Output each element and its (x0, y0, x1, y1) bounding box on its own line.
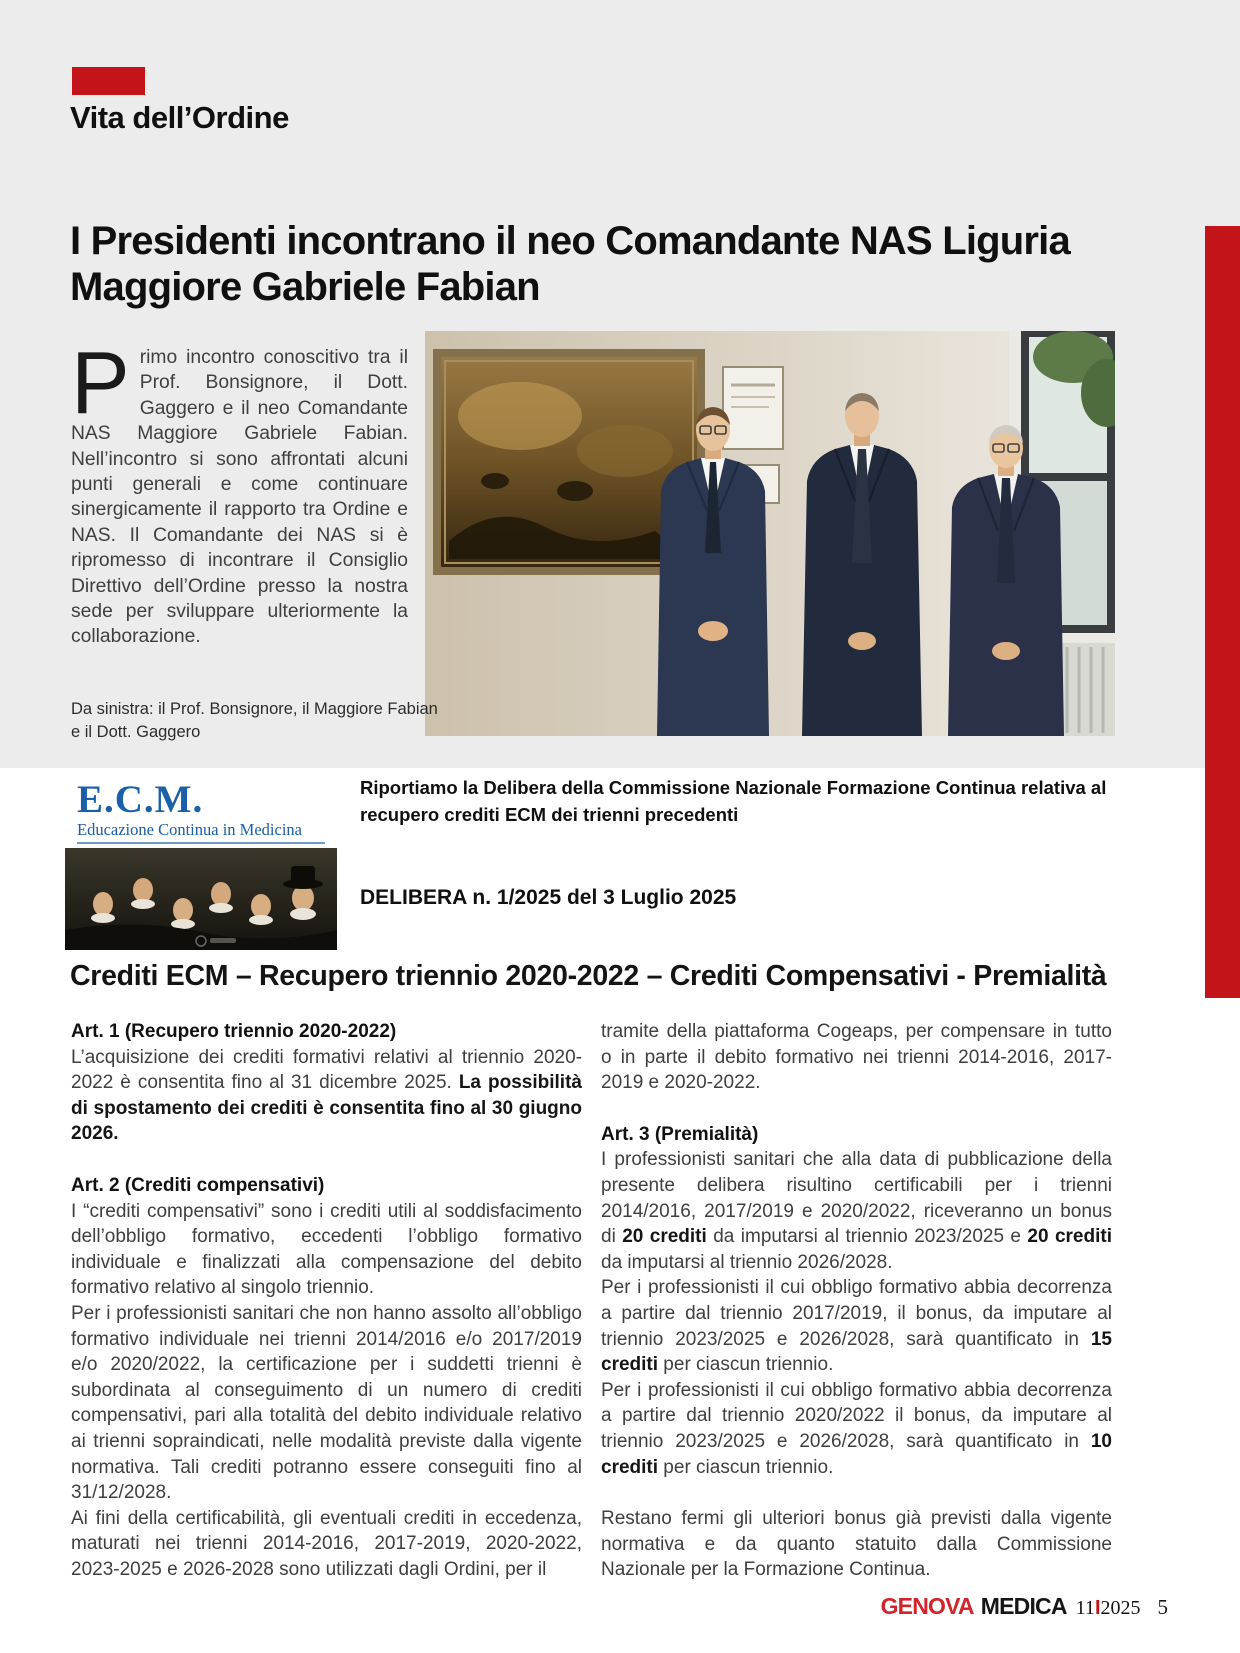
photo-caption: Da sinistra: il Prof. Bonsignore, il Maggiore Fabian e il Dott. Gaggero (71, 700, 438, 741)
ecm-section-heading: Crediti ECM – Recupero triennio 2020-2022 – Crediti Compensativi - Premialità (70, 960, 1107, 992)
delibera-intro: Riportiamo la Delibera della Commissione Nazionale Formazione Continua relativa al recupero crediti ECM dei trienni precedenti (360, 777, 1107, 825)
photo-illustration (425, 331, 1115, 736)
drop-cap: P (71, 333, 130, 432)
ecm-logo-painting (65, 848, 337, 950)
closing-paragraph: Restano fermi gli ulteriori bonus già previsti dalla vigente normativa e da quanto statuito dalla Commissione Nazionale per la Formazione Continua. (601, 1508, 1112, 1581)
art3-title: Art. 3 (Premialità) (601, 1123, 759, 1145)
right-red-bar (1205, 226, 1240, 998)
art3-paragraph-2: Per i professionisti il cui obbligo formativo abbia decorrenza a partire dal triennio 2017/2019, il bonus, da imputare al triennio 2023/2025 e 2026/2028, sarà quantificato in 15 crediti per ciascun triennio. (601, 1277, 1112, 1376)
art2-paragraph-2: Per i professionisti sanitari che non hanno assolto all’obbligo formativo individuale nei trienni 2014/2016 e/o 2017/2019 e/o 2020/2022, la certificazione per i suddetti trienni è subordinata al conseguimento di un numero di crediti compensativi, pari alla totalità del debito individuale relativo ai trienni sopraindicati, nelle modalità previste dalla vigente normativa. Tali crediti potranno essere conseguiti fino al 31/12/2028. (71, 1302, 582, 1504)
spacer (601, 1096, 1112, 1122)
delibera-number: DELIBERA n. 1/2025 del 3 Luglio 2025 (360, 886, 737, 909)
art1-title: Art. 1 (Recupero triennio 2020-2022) (71, 1021, 397, 1042)
ecm-logo-title: E.C.M. (77, 778, 204, 821)
footer-magazine-genova: GENOVA (880, 1593, 974, 1619)
ecm-logo (65, 772, 337, 950)
section-red-tag (72, 67, 145, 95)
text-column-left (71, 1019, 582, 1582)
footer-issue (1076, 1597, 1141, 1620)
footer-year: 2025 (1100, 1597, 1141, 1619)
art2-paragraph-3: Ai fini della certificabilità, gli eventuali crediti in eccedenza, maturati nei trienni 2014-2016, 2017-2019, 2020-2022, 2023-2025 e 2026-2028 sono utilizzati dagli Ordini, per il (71, 1507, 582, 1580)
footer-issue-number: 11 (1075, 1597, 1095, 1619)
footer-magazine-medica: MEDICA (980, 1593, 1067, 1619)
art2-title: Art. 2 (Crediti compensativi) (71, 1174, 325, 1196)
spacer (71, 1147, 582, 1173)
article-body (71, 333, 408, 650)
page-footer (881, 1593, 1168, 1620)
footer-separator: I (1094, 1597, 1101, 1619)
art2-paragraph-1: I “crediti compensativi” sono i crediti utili al soddisfacimento dell’obbligo formativo, eccedenti l’obbligo formativo individuale e finalizzati alla compensazione del debito formativo relativo al singolo triennio. (71, 1200, 582, 1299)
article-text: rimo incontro conoscitivo tra il Prof. Bonsignore, il Dott. Gaggero e il neo Comandante NAS Maggiore Gabriele Fabian. Nell’incontro si sono affrontati alcuni punti generali e come continuare sinergicamente il rapporto tra Ordine e NAS. Il Comandante dei NAS si è ripromesso di incontrare il Consiglio Direttivo dell’Ordine presso la nostra sede per sviluppare ulteriormente la collaborazione. (71, 347, 408, 648)
article-photo (425, 331, 1115, 736)
section-label: Vita dell’Ordine (70, 100, 289, 135)
article-headline: I Presidenti incontrano il neo Comandante NAS Liguria Maggiore Gabriele Fabian (70, 219, 1070, 309)
ecm-logo-rule (77, 842, 325, 844)
art3-paragraph-1: I professionisti sanitari che alla data di pubblicazione della presente delibera risultino certificabili per i trienni 2014/2016, 2017/2019 e 2020/2022, riceveranno un bonus di 20 crediti da imputarsi al triennio 2023/2025 e 20 crediti da imputarsi al triennio 2026/2028. (601, 1149, 1112, 1273)
footer-page-number: 5 (1157, 1595, 1168, 1619)
art1-paragraph: L’acquisizione dei crediti formativi relativi al triennio 2020-2022 è consentita fino al 31 dicembre 2025. La possibilità di spostamento dei crediti è consentita fino al 30 giugno 2026. (71, 1046, 582, 1145)
art2-continuation: tramite della piattaforma Cogeaps, per compensare in tutto o in parte il debito formativo nei trienni 2014-2016, 2017-2019 e 2020-2022. (601, 1021, 1112, 1094)
text-column-right (601, 1019, 1112, 1583)
ecm-logo-subtitle: Educazione Continua in Medicina (77, 820, 302, 839)
spacer (601, 1480, 1112, 1506)
art3-paragraph-3: Per i professionisti il cui obbligo formativo abbia decorrenza a partire dal triennio 2020/2022 il bonus, da imputare al triennio 2023/2025 e 2026/2028, sarà quantificato in 10 crediti per ciascun triennio. (601, 1379, 1112, 1478)
